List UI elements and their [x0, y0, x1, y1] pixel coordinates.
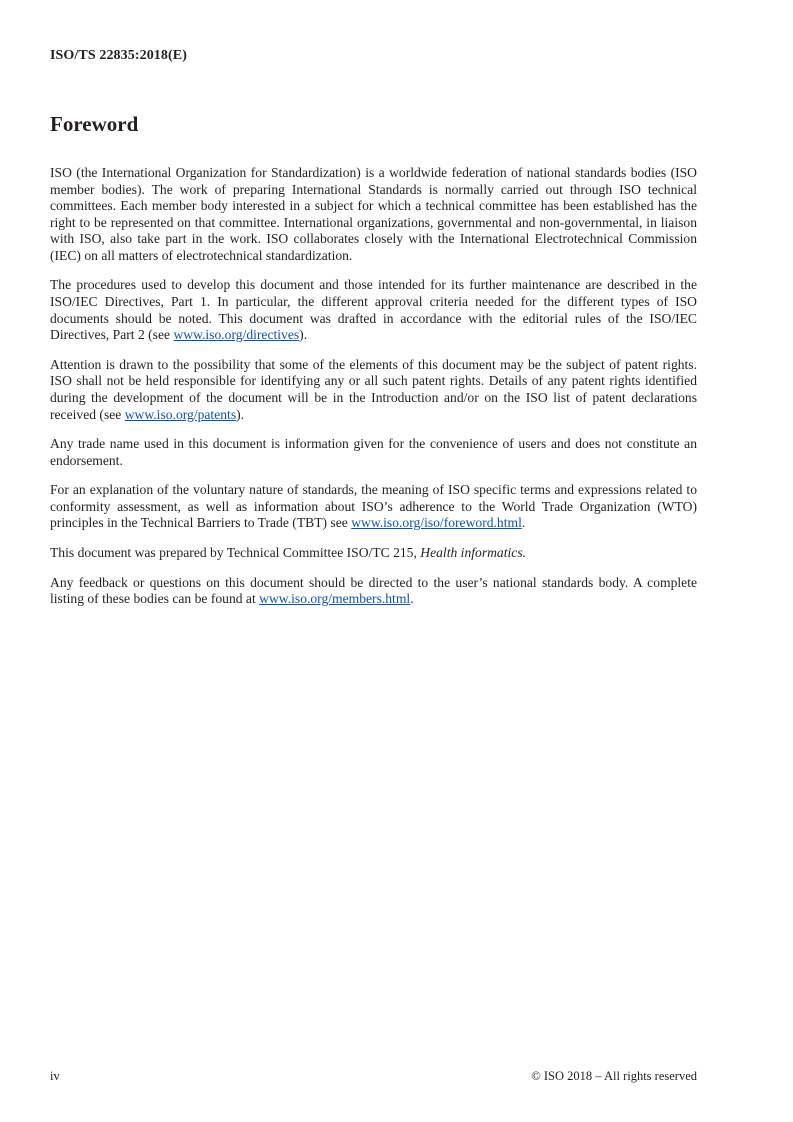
text-run: Any trade name used in this document is information given for the convenience of users and does not constitute an endorsement. — [50, 436, 697, 468]
text-run: Any feedback or questions on this document should be directed to the user’s national standards body. A complete listing of these bodies can be found at — [50, 574, 697, 607]
hyperlink[interactable]: www.iso.org/directives — [173, 327, 300, 343]
page-title: Foreword — [50, 112, 139, 136]
copyright-notice: © ISO 2018 – All rights reserved — [531, 1069, 697, 1083]
text-run: Attention is drawn to the possibility that some of the elements of this document may be the subject of patent rights. ISO shall not be held responsible for identifying any or all such patent rights. Details of any patent rights identified during the development of the document will be in the Introduction and/or on the ISO list of patent declarations received (see — [50, 356, 697, 422]
text-run: ). — [236, 406, 245, 422]
paragraph — [50, 482, 697, 532]
paragraph — [50, 545, 697, 562]
italic-text: Health informatics. — [420, 544, 527, 560]
page-footer — [50, 1069, 697, 1084]
document-number: ISO/TS 22835:2018(E) — [50, 48, 187, 63]
paragraph — [50, 277, 697, 343]
page-content — [50, 48, 697, 621]
text-run: For an explanation of the voluntary nature of standards, the meaning of ISO specific terms and expressions related to conformity assessment, as well as information about ISO’s adherence to the World Trade Organization (WTO) principles in the Technical Barriers to Trade (TBT) see — [50, 482, 697, 531]
paragraph — [50, 357, 697, 423]
text-run: . — [521, 515, 526, 531]
paragraph — [50, 575, 697, 608]
text-run: This document was prepared by Technical Committee ISO/TC 215, — [50, 544, 421, 560]
page-number: iv — [50, 1069, 60, 1083]
hyperlink[interactable]: www.iso.org/members.html — [259, 591, 411, 607]
paragraph — [50, 165, 697, 264]
paragraph — [50, 436, 697, 469]
foreword-paragraphs — [50, 165, 697, 608]
text-run: . — [410, 591, 414, 607]
hyperlink[interactable]: www.iso.org/iso/foreword.html — [351, 515, 522, 531]
text-run: The procedures used to develop this document and those intended for its further maintenance are described in the ISO/IEC Directives, Part 1. In particular, the different approval criteria needed for the different types of ISO documents should be noted. This document was drafted in accordance with the editorial rules of the ISO/IEC Directives, Part 2 (see — [50, 277, 697, 343]
text-run: ISO (the International Organization for Standardization) is a worldwide federation of national standards bodies (ISO member bodies). The work of preparing International Standards is normally carried out through ISO technical committees. Each member body interested in a subject for which a technical committee has been established has the right to be represented on that committee. International organizations, governmental and non-governmental, in liaison with ISO, also take part in the work. ISO collaborates closely with the International Electrotechnical Commission (IEC) on all matters of electrotechnical standardization. — [50, 165, 697, 263]
hyperlink[interactable]: www.iso.org/patents — [124, 406, 237, 422]
text-run: ). — [299, 327, 308, 343]
